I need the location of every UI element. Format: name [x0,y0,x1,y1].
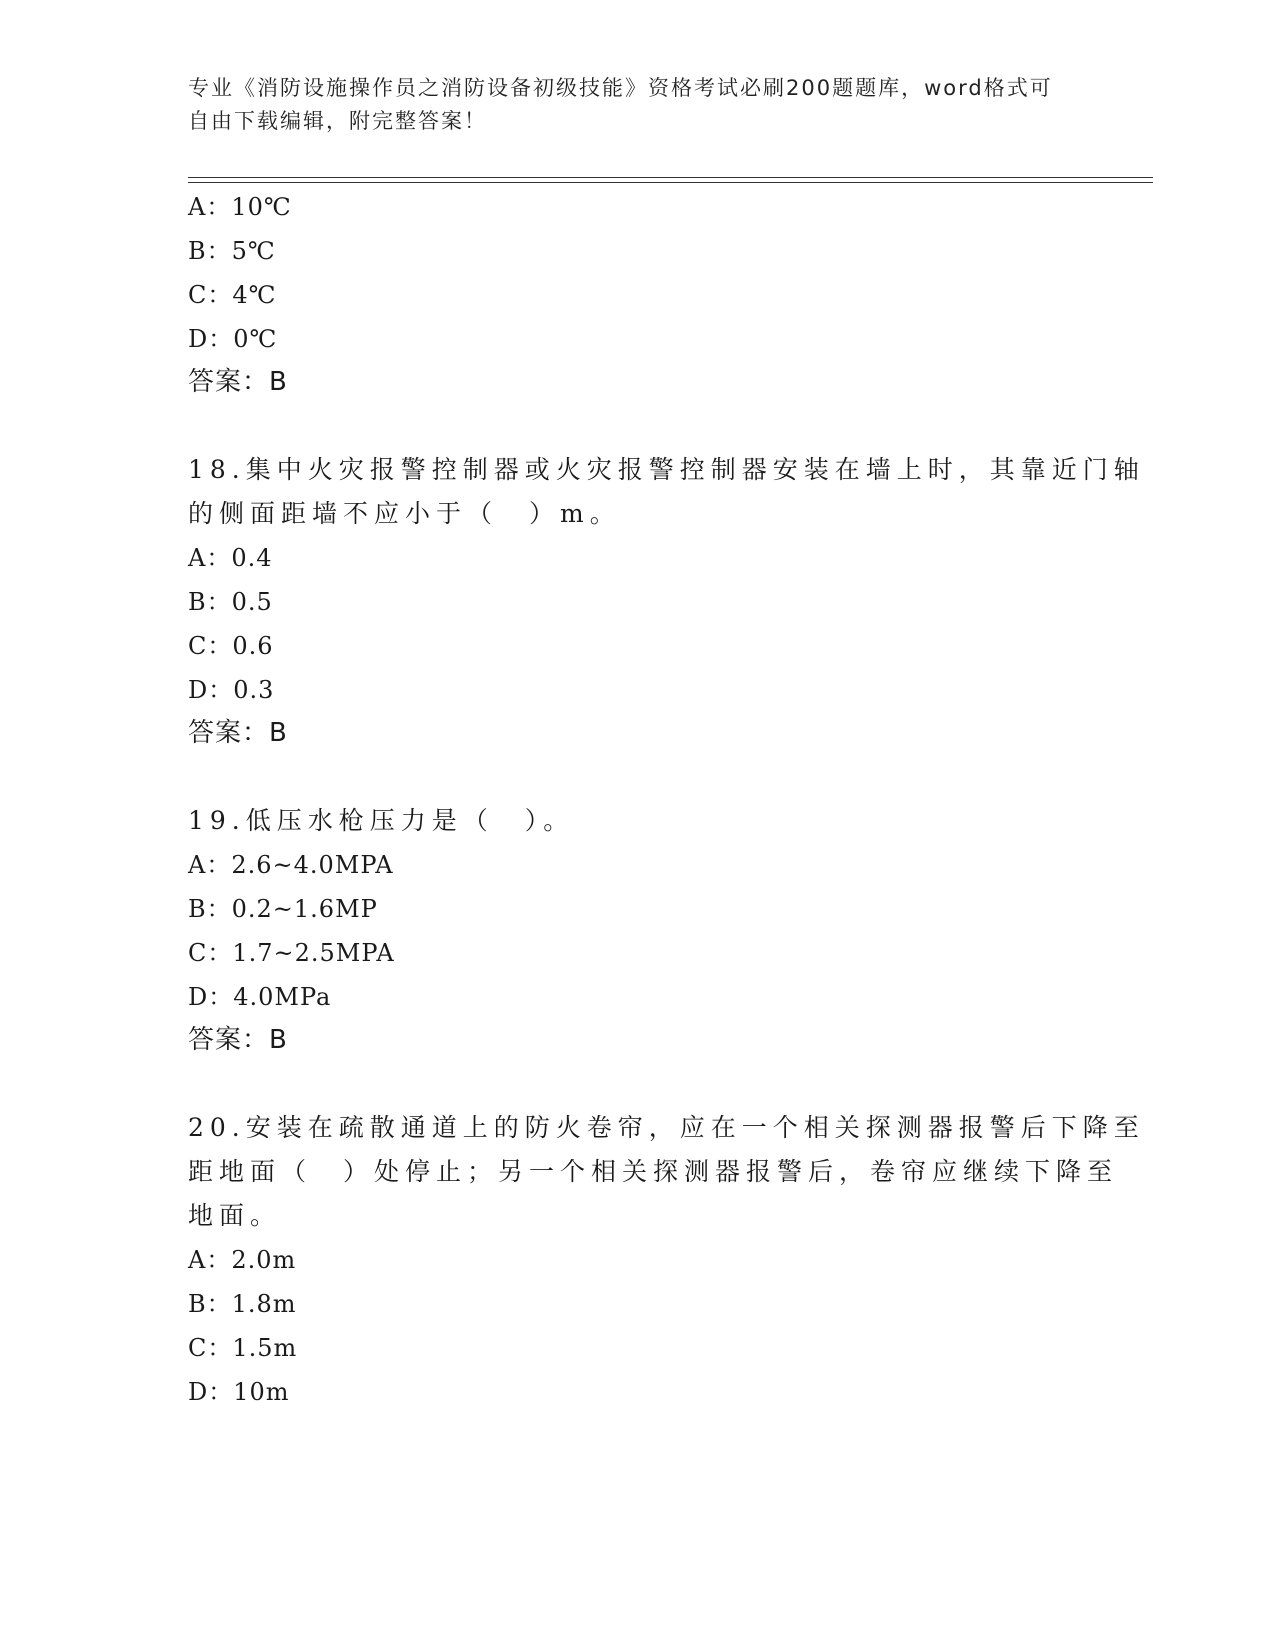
q20-option-a: A：2.0m [188,1246,297,1274]
q17-option-d: D：0℃ [188,325,278,353]
q20-option-b: B：1.8m [188,1290,297,1318]
q20-stem-line-1: 20.安装在疏散通道上的防火卷帘，应在一个相关探测器报警后下降至 [188,1113,1145,1142]
q19-stem-line-1: 19.低压水枪压力是（ ）。 [188,806,575,835]
q20-stem-line-3: 地面。 [188,1201,282,1230]
q18-option-c: C：0.6 [188,632,274,660]
q17-option-b: B：5℃ [188,237,276,265]
q18-answer: 答案：B [188,718,288,748]
q20-stem-line-2: 距地面（ ）处停止；另一个相关探测器报警后，卷帘应继续下降至 [188,1157,1119,1186]
header-divider-top [188,177,1153,178]
q18-stem-line-2: 的侧面距墙不应小于（ ）m。 [188,499,621,528]
q20-option-c: C：1.5m [188,1334,298,1362]
q19-option-a: A：2.6~4.0MPA [188,851,394,879]
q17-option-c: C：4℃ [188,281,277,309]
q18-stem-line-1: 18.集中火灾报警控制器或火灾报警控制器安装在墙上时，其靠近门轴 [188,455,1145,484]
q19-option-c: C：1.7~2.5MPA [188,939,395,967]
q17-answer: 答案：B [188,367,288,397]
document-header: 专业《消防设施操作员之消防设备初级技能》资格考试必刷200题题库，word格式可自由下载编辑，附完整答案！ [188,76,1053,133]
q19-answer: 答案：B [188,1025,288,1055]
q18-option-d: D：0.3 [188,676,275,704]
q18-option-a: A：0.4 [188,544,273,572]
header-divider-bottom [188,182,1153,183]
q17-option-a: A：10℃ [188,193,292,221]
q20-option-d: D：10m [188,1378,290,1406]
q18-option-b: B：0.5 [188,588,273,616]
q19-option-d: D：4.0MPa [188,983,332,1011]
q19-option-b: B：0.2~1.6MP [188,895,378,923]
